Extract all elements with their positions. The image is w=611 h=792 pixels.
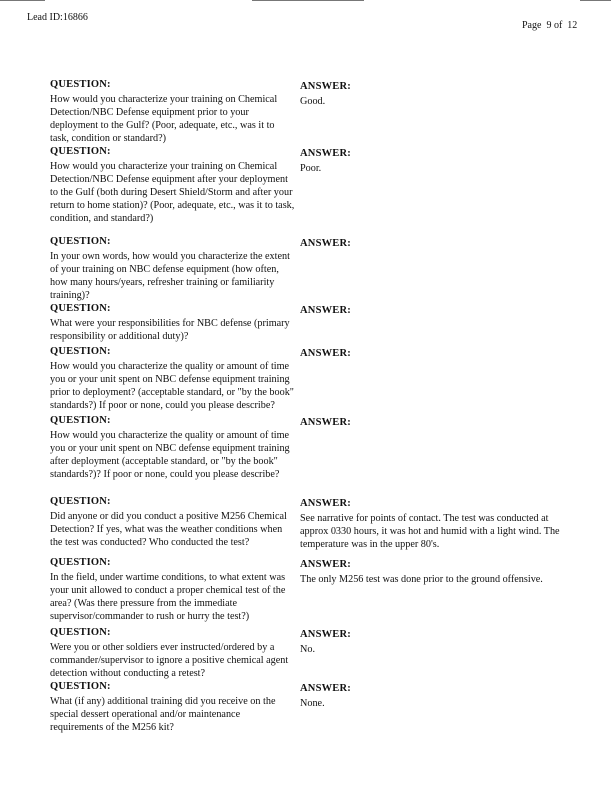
question-label: QUESTION: (50, 415, 111, 426)
question-block (50, 145, 295, 225)
answer-text: None. (300, 698, 325, 709)
question-label: QUESTION: (50, 557, 111, 568)
answer-label: ANSWER: (300, 498, 351, 509)
qa-row (50, 145, 570, 235)
answer-label: ANSWER: (300, 417, 351, 428)
question-block (50, 556, 295, 623)
qa-row (50, 626, 570, 680)
scan-edge-line (580, 0, 611, 1)
answer-block (300, 680, 565, 710)
question-block (50, 626, 295, 680)
page-number: Page 9 of 12 (522, 20, 578, 31)
qa-row (50, 680, 570, 740)
answer-label: ANSWER: (300, 148, 351, 159)
qa-row (50, 302, 570, 345)
answer-block (300, 145, 565, 175)
question-label: QUESTION: (50, 681, 111, 692)
answer-block (300, 414, 565, 431)
scan-edge-line (252, 0, 364, 1)
answer-text: Good. (300, 96, 326, 107)
question-text: Did anyone or did you conduct a positive M256 Chemical Detection? If yes, what was the weather conditions when the test was conducted? Who conducted the test? (50, 511, 287, 548)
question-text: What were your responsibilities for NBC defense (primary responsibility or additional duty)? (50, 318, 290, 342)
question-label: QUESTION: (50, 79, 111, 90)
answer-label: ANSWER: (300, 238, 351, 249)
qa-row (50, 235, 570, 302)
qa-row (50, 414, 570, 495)
question-block (50, 345, 295, 412)
question-block (50, 680, 295, 734)
answer-label: ANSWER: (300, 348, 351, 359)
question-block (50, 235, 295, 302)
answer-block (300, 626, 565, 656)
lead-id: Lead ID:16866 (27, 12, 88, 23)
question-text: How would you characterize the quality or amount of time you or your unit spent on NBC defense equipment training prior to deployment? (acceptable standard, or "by the book" standards?) If poor or none, could you please describe? (50, 361, 294, 411)
question-text: How would you characterize your training on Chemical Detection/NBC Defense equipment prior to your deployment to the Gulf? (Poor, adequate, etc., was it to task, condition or standard?) (50, 94, 278, 144)
question-label: QUESTION: (50, 496, 111, 507)
question-text: What (if any) additional training did you receive on the special dessert operational and/or maintenance requirements of the M256 kit? (50, 696, 276, 733)
answer-block (300, 78, 565, 108)
question-label: QUESTION: (50, 346, 111, 357)
answer-block (300, 302, 565, 319)
question-block (50, 78, 295, 145)
scan-edge-line (0, 0, 45, 1)
answer-label: ANSWER: (300, 683, 351, 694)
answer-block (300, 345, 565, 362)
answer-block (300, 556, 565, 586)
qa-row (50, 495, 570, 556)
answer-label: ANSWER: (300, 559, 351, 570)
question-label: QUESTION: (50, 303, 111, 314)
answer-text: Poor. (300, 163, 322, 174)
answer-block (300, 495, 565, 551)
question-label: QUESTION: (50, 146, 111, 157)
question-text: In your own words, how would you characterize the extent of your training on NBC defense equipment (how often, how many hours/years, refresher training or familiarity training)? (50, 251, 290, 301)
answer-label: ANSWER: (300, 81, 351, 92)
answer-text: See narrative for points of contact. The test was conducted at approx 0330 hours, it was hot and humid with a light wind. The temperature was in the upper 80's. (300, 513, 560, 550)
answer-label: ANSWER: (300, 629, 351, 640)
qa-row (50, 78, 570, 145)
answer-label: ANSWER: (300, 305, 351, 316)
qa-list (50, 78, 570, 740)
question-text: How would you characterize your training on Chemical Detection/NBC Defense equipment after your deployment to the Gulf (both during Desert Shield/Storm and after your return to home station)? (Poor, adequate, etc., was it to task, condition, and standard?) (50, 161, 295, 224)
question-label: QUESTION: (50, 627, 111, 638)
question-block (50, 495, 295, 549)
question-block (50, 414, 295, 481)
question-label: QUESTION: (50, 236, 111, 247)
question-text: In the field, under wartime conditions, to what extent was your unit allowed to conduct a proper chemical test of the area? (Was there pressure from the immediate supervisor/commander to rush or hurry the test?) (50, 572, 286, 622)
answer-text: The only M256 test was done prior to the ground offensive. (300, 574, 543, 585)
question-block (50, 302, 295, 343)
qa-row (50, 345, 570, 414)
answer-text: No. (300, 644, 315, 655)
answer-block (300, 235, 565, 252)
qa-row (50, 556, 570, 626)
question-text: Were you or other soldiers ever instructed/ordered by a commander/supervisor to ignore a positive chemical agent detection without conducting a retest? (50, 642, 289, 679)
question-text: How would you characterize the quality or amount of time you or your unit spent on NBC defense equipment training after deployment (acceptable standard, or "by the book" standards?)? If poor or none, could you please describe? (50, 430, 290, 480)
